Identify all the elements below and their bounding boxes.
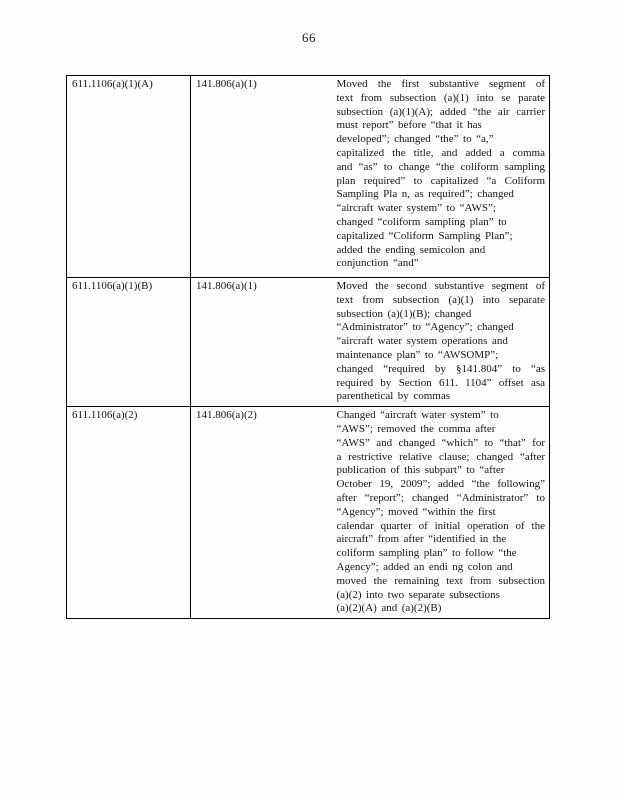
description-line: Agency”; added an endi ng colon and xyxy=(336,560,513,573)
description-line: capitalized “Coliform Sampling Plan”; xyxy=(336,229,513,242)
description-line: (a)(2) into two separate subsections xyxy=(336,588,500,601)
cell-old-section: 141.806(a)(1) xyxy=(191,76,332,278)
description-line: (a)(2)(A) and (a)(2)(B) xyxy=(336,602,442,615)
description-line: after “report”; changed “Administrator” to xyxy=(336,491,545,504)
description-line: October 19, 2009”; added “the following” xyxy=(336,478,545,491)
revision-table-body xyxy=(67,76,550,619)
description-line: subsection (a)(1)(B); changed xyxy=(336,307,472,320)
description-line: moved the remaining text from subsection xyxy=(336,574,545,587)
description-line: maintenance plan” to “AWSOMP”; xyxy=(336,348,499,361)
cell-change-description xyxy=(332,76,550,278)
description-line: parenthetical by commas xyxy=(336,390,450,403)
description-line: must report” before “that it has xyxy=(336,119,482,132)
description-line: publication of this subpart” to “after xyxy=(336,464,505,477)
description-line: changed “required by §141.804” to “as xyxy=(336,362,545,375)
description-line: “aircraft water system operations and xyxy=(336,335,508,348)
description-line: “AWS”; removed the comma after xyxy=(336,422,496,435)
description-line: Changed “aircraft water system” to xyxy=(336,409,499,422)
description-line: developed”; changed “the” to “a,” xyxy=(336,133,494,146)
description-line: and “as” to change “the coliform sampling xyxy=(336,160,545,173)
description-line: calendar quarter of initial operation of the xyxy=(336,519,545,532)
description-line: Sampling Pla n, as required”; changed xyxy=(336,188,514,201)
description-line: text from subsection (a)(1) into se parate xyxy=(336,91,545,104)
description-line: capitalized the title, and added a comma xyxy=(336,146,545,159)
description-line: “aircraft water system” to “AWS”; xyxy=(336,202,496,215)
description-line: changed “coliform sampling plan” to xyxy=(336,215,507,228)
description-line: Moved the second substantive segment of xyxy=(336,280,545,292)
description-line: “AWS” and changed “which” to “that” for xyxy=(336,436,545,449)
cell-change-description xyxy=(332,278,550,407)
description-line: “Administrator” to “Agency”; changed xyxy=(336,321,514,334)
cell-new-section: 611.1106(a)(2) xyxy=(67,407,191,619)
description-line: plan required” to capitalized “a Coliform xyxy=(336,174,545,187)
page-number: 66 xyxy=(302,30,316,45)
cell-old-section: 141.806(a)(2) xyxy=(191,407,332,619)
description-line: text from subsection (a)(1) into separate xyxy=(336,293,545,306)
table-row xyxy=(67,407,550,619)
description-line: conjunction “and” xyxy=(336,257,419,270)
description-line: subsection (a)(1)(A); added “the air carrier xyxy=(336,105,545,118)
description-line: required by Section 611. 1104” offset asa xyxy=(336,376,545,389)
cell-old-section: 141.806(a)(1) xyxy=(191,278,332,407)
description-line: added the ending semicolon and xyxy=(336,243,486,256)
cell-new-section: 611.1106(a)(1)(B) xyxy=(67,278,191,407)
description-line: Moved the first substantive segment of xyxy=(336,78,545,90)
cell-new-section: 611.1106(a)(1)(A) xyxy=(67,76,191,278)
table-row xyxy=(67,278,550,407)
table-row xyxy=(67,76,550,278)
description-line: a restrictive relative clause; changed “after xyxy=(336,450,545,463)
revision-table xyxy=(66,75,550,619)
description-line: “Agency”; moved “within the first xyxy=(336,505,496,518)
cell-change-description xyxy=(332,407,550,619)
description-line: coliform sampling plan” to follow “the xyxy=(336,547,517,560)
description-line: aircraft” from after “identified in the xyxy=(336,533,507,546)
